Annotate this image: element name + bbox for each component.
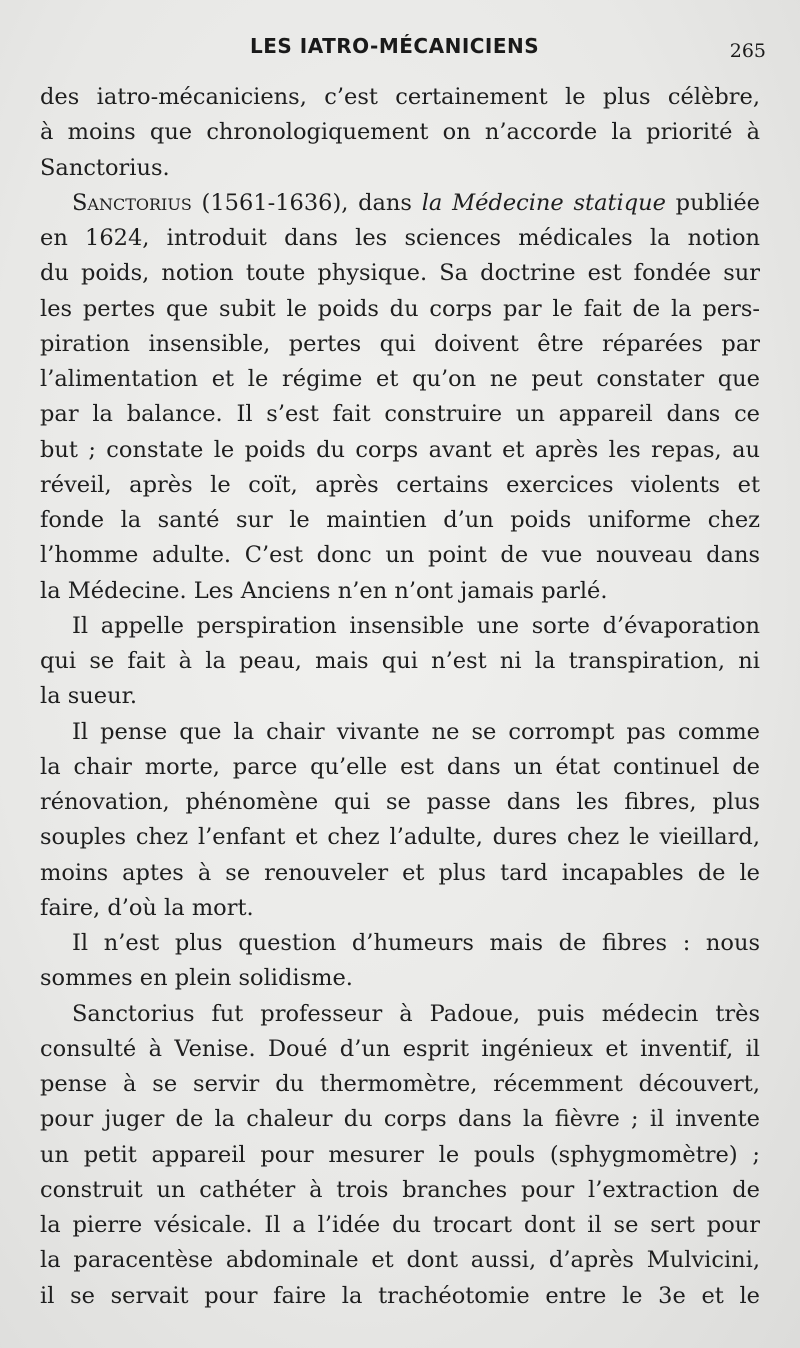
text-line: en 1624, introduit dans les sciences médicales la notion — [40, 225, 760, 251]
text-line: construit un cathéter à trois branches pour l’extraction de — [40, 1176, 760, 1203]
page-header — [0, 30, 800, 66]
text-line: but ; constate le poids du corps avant et après les repas, au — [40, 436, 760, 463]
text-line: les pertes que subit le poids du corps par le fait de la pers- — [40, 295, 760, 322]
text-line: il se servait pour faire la trachéotomie entre le 3e et le — [40, 1282, 760, 1309]
text-line: l’alimentation et le régime et qu’on ne peut constater que — [40, 366, 760, 392]
text-line: Sanctorius fut professeur à Padoue, puis médecin très — [72, 1000, 760, 1027]
text-line: Sanctorius. — [40, 154, 170, 181]
text-line: l’homme adulte. C’est donc un point de vue nouveau dans — [40, 542, 760, 569]
text-line: la pierre vésicale. Il a l’idée du trocart dont il se sert pour — [40, 1212, 760, 1238]
text-fragment: publiée — [665, 189, 760, 216]
text-line: faire, d’où la mort. — [40, 894, 254, 921]
text-line: la chair morte, parce qu’elle est dans un état continuel de — [40, 753, 760, 780]
text-line: des iatro-mécaniciens, c’est certainement le plus célèbre, — [40, 84, 760, 110]
page-number: 265 — [729, 40, 766, 62]
text-line: la sueur. — [40, 683, 138, 710]
text-line: consulté à Venise. Doué d’un esprit ingénieux et inventif, il — [40, 1035, 760, 1062]
text-line: du poids, notion toute physique. Sa doctrine est fondée sur — [40, 260, 760, 287]
text-line: Il pense que la chair vivante ne se corrompt pas comme — [72, 718, 760, 745]
text-line: qui se fait à la peau, mais qui n’est ni la transpiration, ni — [40, 648, 760, 674]
text-line: la paracentèse abdominale et dont aussi, d’après Mulvicini, — [40, 1247, 760, 1274]
text-line: rénovation, phénomène qui se passe dans les fibres, plus — [40, 789, 760, 815]
text-line: Il n’est plus question d’humeurs mais de fibres : nous — [72, 930, 760, 956]
text-line: réveil, après le coït, après certains exercices violents et — [40, 471, 760, 498]
text-line: un petit appareil pour mesurer le pouls (sphygmomètre) ; — [40, 1141, 760, 1168]
paragraph-sanctorius-start — [40, 186, 760, 221]
text-line: Il appelle perspiration insensible une sorte d’évaporation — [72, 612, 760, 639]
text-line: pour juger de la chaleur du corps dans la fièvre ; il invente — [40, 1106, 760, 1133]
text-line: moins aptes à se renouveler et plus tard incapables de le — [40, 859, 760, 886]
text-line: souples chez l’enfant et chez l’adulte, dures chez le vieillard, — [40, 824, 760, 851]
text-line: sommes en plein solidisme. — [40, 965, 353, 992]
text-line: la Médecine. Les Anciens n’en n’ont jamais parlé. — [40, 577, 608, 604]
text-line: fonde la santé sur le maintien d’un poids uniforme chez — [40, 507, 760, 533]
running-title: LES IATRO-MÉCANICIENS — [250, 34, 540, 58]
book-title-italic: la Médecine statique — [421, 189, 666, 216]
author-name-small-caps: Sanctorius — [72, 189, 192, 216]
text-line: pense à se servir du thermomètre, récemment découvert, — [40, 1071, 760, 1097]
text-line: piration insensible, pertes qui doivent être réparées par — [40, 330, 760, 357]
body-text — [40, 80, 760, 1314]
text-line: par la balance. Il s’est fait construire un appareil dans ce — [40, 401, 760, 428]
text-fragment: (1561-1636), dans — [191, 189, 422, 216]
text-line: à moins que chronologiquement on n’accorde la priorité à — [40, 119, 760, 146]
